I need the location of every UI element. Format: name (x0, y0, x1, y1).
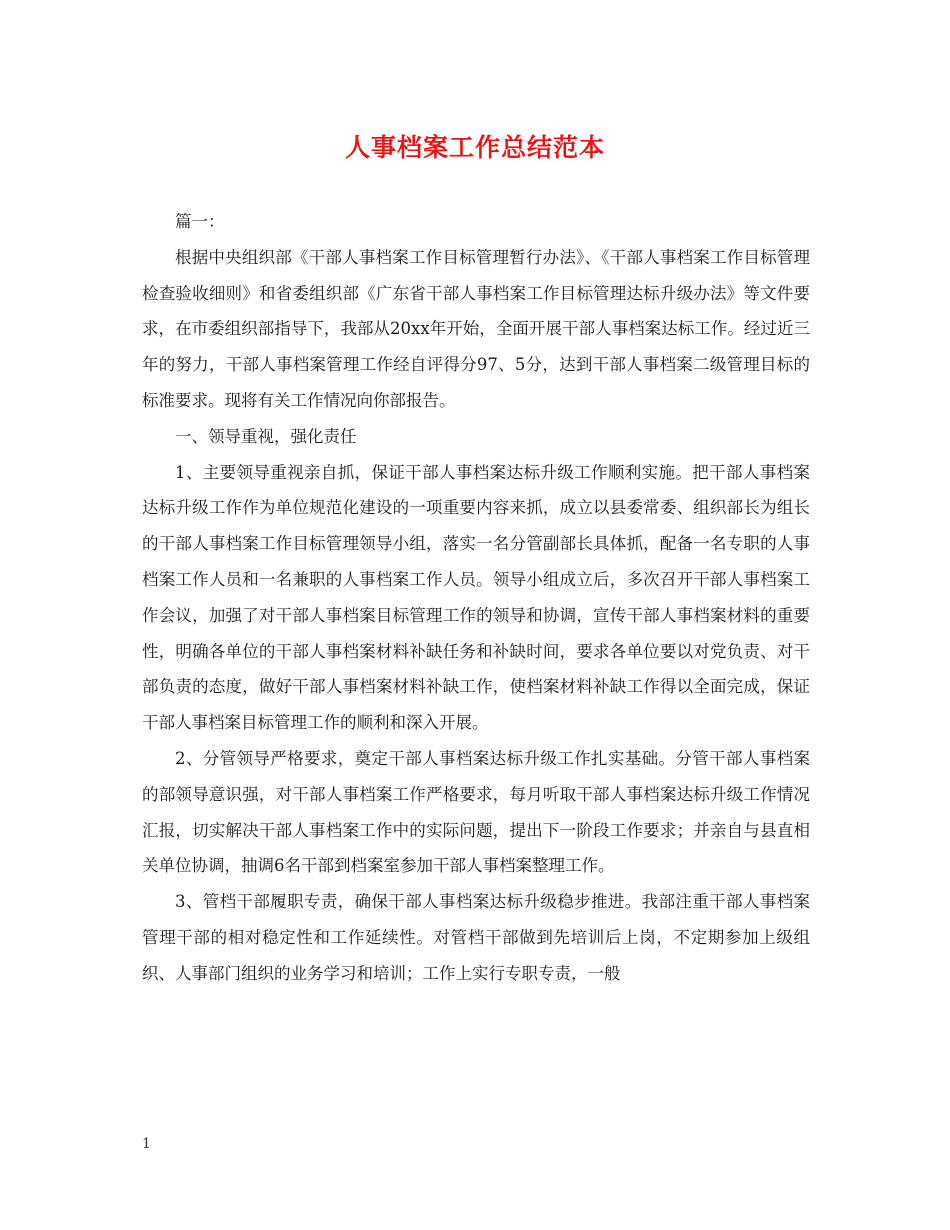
paragraph-intro: 根据中央组织部《干部人事档案工作目标管理暂行办法》、《干部人事档案工作目标管理检查验收细则》和省委组织部《广东省干部人事档案工作目标管理达标升级办法》等文件要求，在市委组织部指导下，我部从20xx年开始，全面开展干部人事档案达标工作。经过近三年的努力，干部人事档案管理工作经自评得分97、5分，达到干部人事档案二级管理目标的标准要求。现将有关工作情况向你部报告。 (142, 247, 810, 410)
document-body (142, 204, 810, 992)
paragraph-item-3: 3、管档干部履职专责，确保干部人事档案达标升级稳步推进。我部注重干部人事档案管理干部的相对稳定性和工作延续性。对管档干部做到先培训后上岗，不定期参加上级组织、人事部门组织的业务学习和培训；工作上实行专职专责，一般 (142, 892, 810, 983)
paragraph-item-2: 2、分管领导严格要求，奠定干部人事档案达标升级工作扎实基础。分管干部人事档案的部领导意识强，对干部人事档案工作严格要求，每月听取干部人事档案达标升级工作情况汇报，切实解决干部人事档案工作中的实际问题，提出下一阶段工作要求；并亲自与县直相关单位协调，抽调6名干部到档案室参加干部人事档案整理工作。 (142, 748, 810, 876)
page-number: 1 (142, 1136, 151, 1152)
document-title: 人事档案工作总结范本 (344, 133, 605, 162)
section-label: 篇一： (175, 212, 225, 231)
paragraph-item-1: 1、主要领导重视亲自抓，保证干部人事档案达标升级工作顺利实施。把干部人事档案达标升级工作作为单位规范化建设的一项重要内容来抓，成立以县委常委、组织部长为组长的干部人事档案工作目标管理领导小组，落实一名分管副部长具体抓，配备一名专职的人事档案工作人员和一名兼职的人事档案工作人员。领导小组成立后，多次召开干部人事档案工作会议，加强了对干部人事档案目标管理工作的领导和协调，宣传干部人事档案材料的重要性，明确各单位的干部人事档案材料补缺任务和补缺时间，要求各单位要以对党负责、对干部负责的态度，做好干部人事档案材料补缺工作，使档案材料补缺工作得以全面完成，保证干部人事档案目标管理工作的顺利和深入开展。 (142, 462, 810, 733)
section-heading: 一、领导重视，强化责任 (175, 426, 357, 446)
